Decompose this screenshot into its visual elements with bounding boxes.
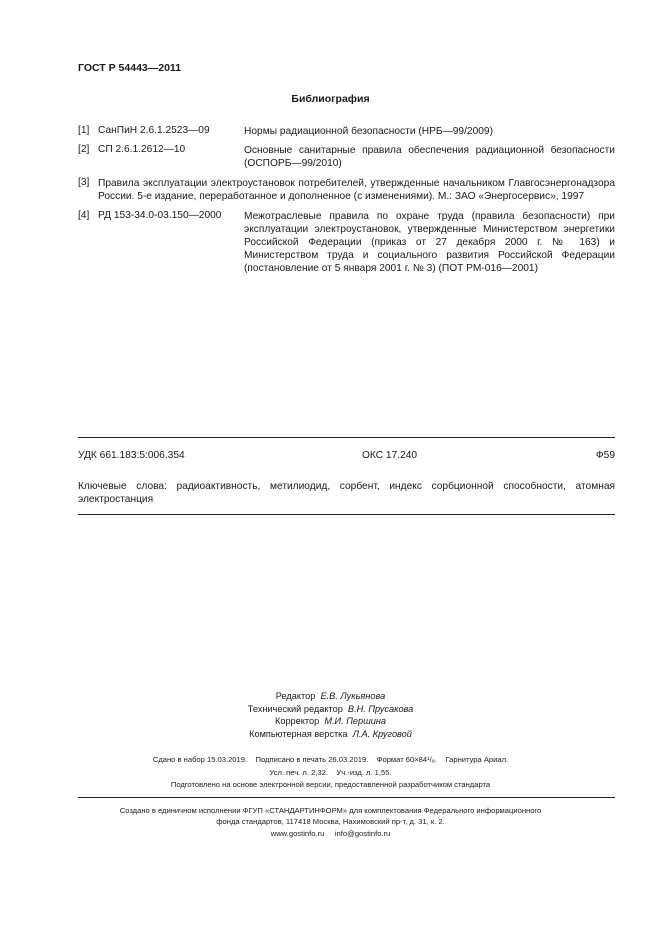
udk-code: УДК 661.183:5:006.354 [78,450,185,461]
divider-footer [78,797,615,798]
standard-code: ГОСТ Р 54443—2011 [78,62,182,74]
bib-entry-1-code: СанПиН 2.6.1.2523—09 [98,125,210,136]
bib-entry-2-text: Основные санитарные правила обеспечения радиационной безопасности (ОСПОРБ—99/2010) [244,145,615,169]
bib-entry-4-text: Межотраслевые правила по охране труда (правила безопасности) при эксплуатации электроустановок, утвержденные Министерством энергетики Российской Федерации (приказ от 27 декабря 2000 г. № 163) и Министерством труда и социального развития Российской Федерации (постановление от 5 января 2001 г. № 3) (ПОТ РМ-016—2001) [244,211,615,274]
footer-line-3: www.gostinfo.ru info@gostinfo.ru [270,829,391,838]
bib-entry-2-number: [2] [78,144,90,155]
credit-editor: Редактор Е.В. Лукьянова [275,691,386,701]
keywords: Ключевые слова: радиоактивность, метилиодид, сорбент, индекс сорбционной способности, атомная электростанция [78,481,615,505]
print-info-line-2: Усл. печ. л. 2,32. Уч.-изд. л. 1,55. [269,768,392,777]
bib-entry-1-number: [1] [78,125,90,136]
credits [0,690,661,740]
credit-corrector: Корректор М.И. Першина [274,716,387,726]
credit-tech-editor: Технический редактор В.Н. Прусакова [247,703,414,714]
divider-bottom [78,514,615,515]
bib-entry-3-text: Правила эксплуатации электроустановок потребителей, утвержденные начальником Главгосэнергонадзора России. 5-е издание, переработанное и дополненное (с изменениями). М.: ЗАО «Энергосервис», 1997 [98,178,615,202]
footer-line-1: Создано в единичном исполнении ФГУП «СТАНДАРТИНФОРМ» для комплектования Федерального информационного [119,806,542,815]
bib-entry-1-text: Нормы радиационной безопасности (НРБ—99/2009) [244,126,493,137]
divider-top [78,437,615,438]
print-info-line-1: Сдано в набор 15.03.2019. Подписано в печать 26.03.2019. Формат 60×84¹/₈. Гарнитура Ариал. [152,755,509,764]
bib-entry-4-code: РД 153-34.0-03.150—2000 [98,210,222,221]
bib-entry-4-number: [4] [78,210,90,221]
bib-entry-2-code: СП 2.6.1.2612—10 [98,144,186,155]
footer-line-2: фонда стандартов, 117418 Москва, Нахимовский пр-т, д. 31, к. 2. [216,817,445,826]
bib-entry-3-number: [3] [78,177,90,188]
bibliography-title: Библиография [291,93,370,105]
classification-code: Ф59 [595,450,615,461]
oks-code: ОКС 17.240 [362,450,418,461]
credit-layout: Компьютерная верстка Л.А. Круговой [249,728,412,739]
print-info-line-3: Подготовлено на основе электронной версии, предоставленной разработчиком стандарта [170,780,491,789]
